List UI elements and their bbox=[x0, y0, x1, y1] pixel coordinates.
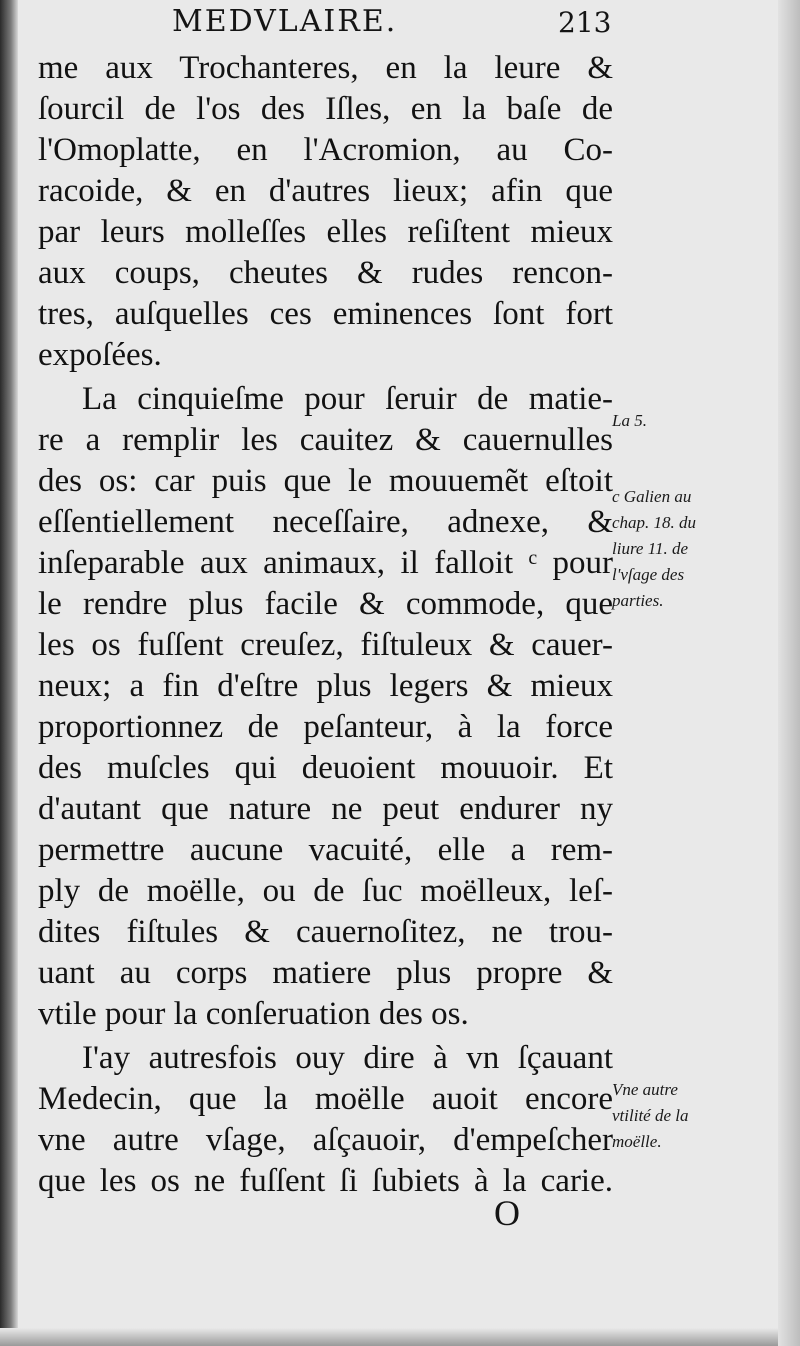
text-line: des os: car puis que le mouuemẽt eſtoit bbox=[38, 463, 613, 499]
paragraph-start-line: La cinquieſme pour ſeruir de matie- bbox=[82, 381, 613, 417]
text-line: inſeparable aux animaux, il falloit ᶜ pour bbox=[38, 545, 613, 581]
body-text bbox=[38, 48, 613, 1202]
text-line: tres, auſquelles ces eminences ſont fort bbox=[38, 296, 613, 332]
text-line: expoſées. bbox=[38, 337, 162, 373]
text-line: dites fiſtules & cauernoſitez, ne trou- bbox=[38, 914, 613, 950]
margin-note-line: l'vſage des bbox=[612, 565, 685, 584]
text-line: proportionnez de peſanteur, à la force bbox=[38, 709, 613, 745]
text-line: neux; a fin d'eſtre plus legers & mieux bbox=[38, 668, 613, 704]
signature-mark: O bbox=[494, 1193, 520, 1233]
text-line: uant au corps matiere plus propre & bbox=[38, 955, 613, 991]
margin-note-line: La 5. bbox=[612, 411, 647, 430]
text-line: par leurs molleſſes elles reſiſtent mieux bbox=[38, 214, 613, 250]
margin-note-autre-vtilite bbox=[612, 1077, 762, 1155]
text-line: me aux Trochanteres, en la leure & bbox=[38, 50, 613, 86]
margin-note-line: moëlle. bbox=[612, 1132, 662, 1151]
text-line: vne autre vſage, aſçauoir, d'empeſcher bbox=[38, 1122, 613, 1158]
margin-note-line: c Galien au bbox=[612, 487, 692, 506]
page-number: 213 bbox=[558, 6, 612, 39]
margin-note-line: Vne autre bbox=[612, 1080, 678, 1099]
paragraph-start-line: I'ay autresfois ouy dire à vn ſçauant bbox=[82, 1040, 613, 1076]
text-line: racoide, & en d'autres lieux; afin que bbox=[38, 173, 613, 209]
text-line: eſſentiellement neceſſaire, adnexe, & bbox=[38, 504, 613, 540]
text-line: vtile pour la conſeruation des os. bbox=[38, 996, 469, 1032]
text-line: re a remplir les cauitez & cauernulles bbox=[38, 422, 613, 458]
margin-note-line: chap. 18. du bbox=[612, 513, 697, 532]
text-line: des muſcles qui deuoient mouuoir. Et bbox=[38, 750, 613, 786]
text-line: ply de moëlle, ou de ſuc moëlleux, leſ- bbox=[38, 873, 613, 909]
margin-note-la-5 bbox=[612, 408, 762, 434]
running-title: MEDVLAIRE. bbox=[172, 4, 398, 39]
margin-note-line: parties. bbox=[612, 591, 664, 610]
text-line: d'autant que nature ne peut endurer ny bbox=[38, 791, 613, 827]
text-line: le rendre plus facile & commode, que bbox=[38, 586, 613, 622]
text-line: les os fuſſent creuſez, fiſtuleux & cauer- bbox=[38, 627, 613, 663]
text-line: ſourcil de l'os des Iſles, en la baſe de bbox=[38, 91, 613, 127]
text-line: que les os ne fuſſent ſi ſubiets à la carie. bbox=[38, 1163, 613, 1199]
margin-note-line: vtilité de la bbox=[612, 1106, 689, 1125]
text-line: l'Omoplatte, en l'Acromion, au Co- bbox=[38, 132, 613, 168]
margin-note-line: liure 11. de bbox=[612, 539, 689, 558]
margin-note-galien bbox=[612, 484, 762, 614]
text-line: permettre aucune vacuité, elle a rem- bbox=[38, 832, 613, 868]
text-line: aux coups, cheutes & rudes rencon- bbox=[38, 255, 613, 291]
page-bottom-edge bbox=[0, 1328, 800, 1346]
text-line: Medecin, que la moëlle auoit encore bbox=[38, 1081, 613, 1117]
